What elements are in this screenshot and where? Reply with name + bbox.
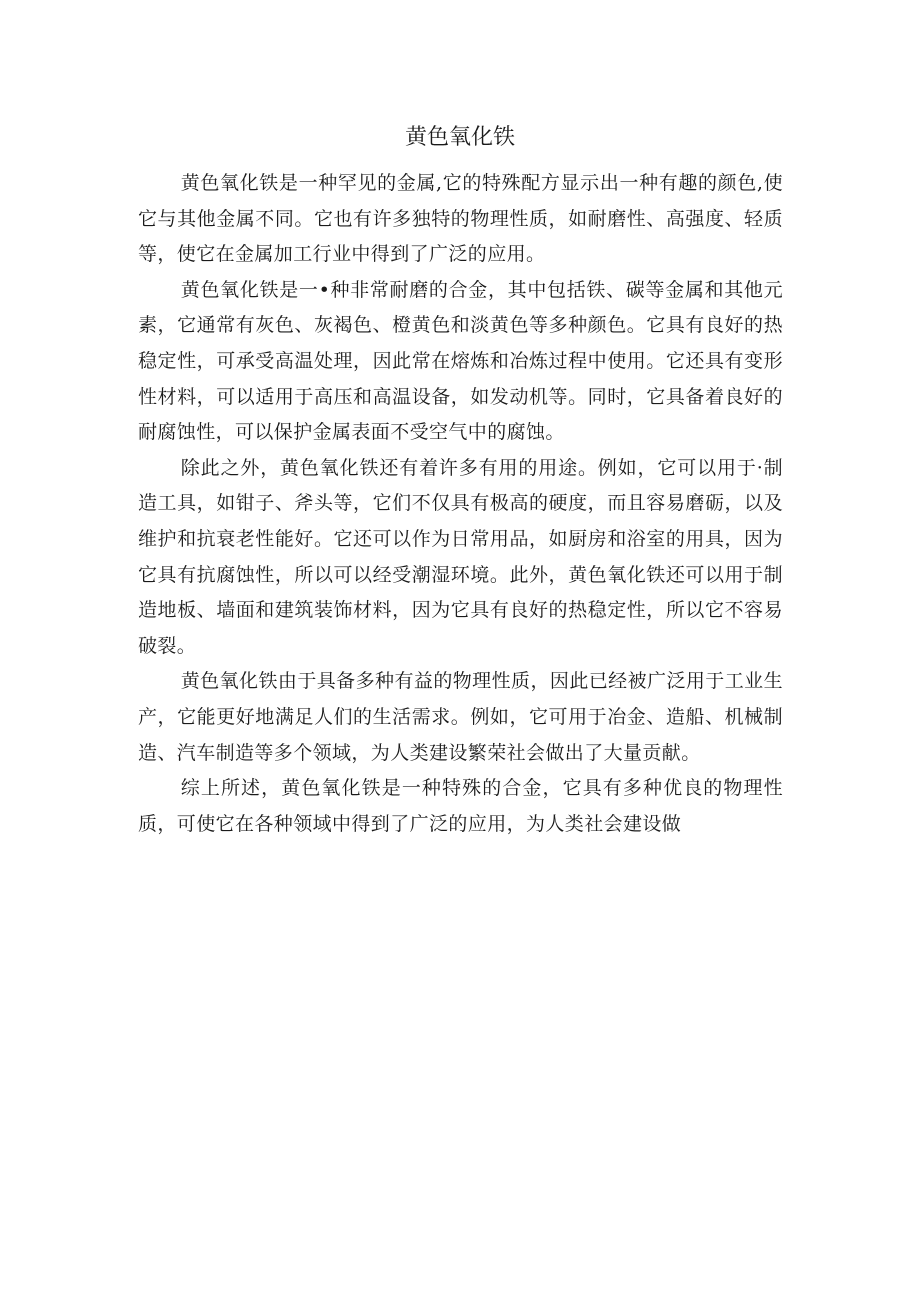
paragraph-3: 除此之外，黄色氧化铁还有着许多有用的用途。例如，它可以用于·制造工具，如钳子、斧头等，它们不仅具有极高的硬度，而且容易磨砺，以及维护和抗衰老性能好。它还可以作为日常用品，如厨房和浴室的用具，因为它具有抗腐蚀性，所以可以经受潮湿环境。此外，黄色氧化铁还可以用于制造地板、墙面和建筑装饰材料，因为它具有良好的热稳定性，所以它不容易破裂。 <box>138 456 783 657</box>
paragraph-4: 黄色氧化铁由于具备多种有益的物理性质，因此已经被广泛用于工业生产，它能更好地满足人们的生活需求。例如，它可用于冶金、造船、机械制造、汽车制造等多个领域，为人类建设繁荣社会做出了大量贡献。 <box>138 670 783 764</box>
document-title: 黄色氧化铁 <box>404 125 515 150</box>
document-body <box>138 166 783 842</box>
paragraph-1: 黄色氧化铁是一种罕见的金属,它的特殊配方显示出一种有趣的颜色,使它与其他金属不同。它也有许多独特的物理性质，如耐磨性、高强度、轻质等，使它在金属加工行业中得到了广泛的应用。 <box>138 172 783 266</box>
paragraph-2: 黄色氧化铁是一•种非常耐磨的合金，其中包括铁、碳等金属和其他元素，它通常有灰色、灰褐色、橙黄色和淡黄色等多种颜色。它具有良好的热稳定性，可承受高温处理，因此常在熔炼和冶炼过程中使用。它还具有变形性材料，可以适用于高压和高温设备，如发动机等。同时，它具备着良好的耐腐蚀性，可以保护金属表面不受空气中的腐蚀。 <box>138 278 783 444</box>
paragraph-5: 综上所述，黄色氧化铁是一种特殊的合金，它具有多种优良的物理性质，可使它在各种领域中得到了广泛的应用，为人类社会建设做 <box>138 777 783 835</box>
